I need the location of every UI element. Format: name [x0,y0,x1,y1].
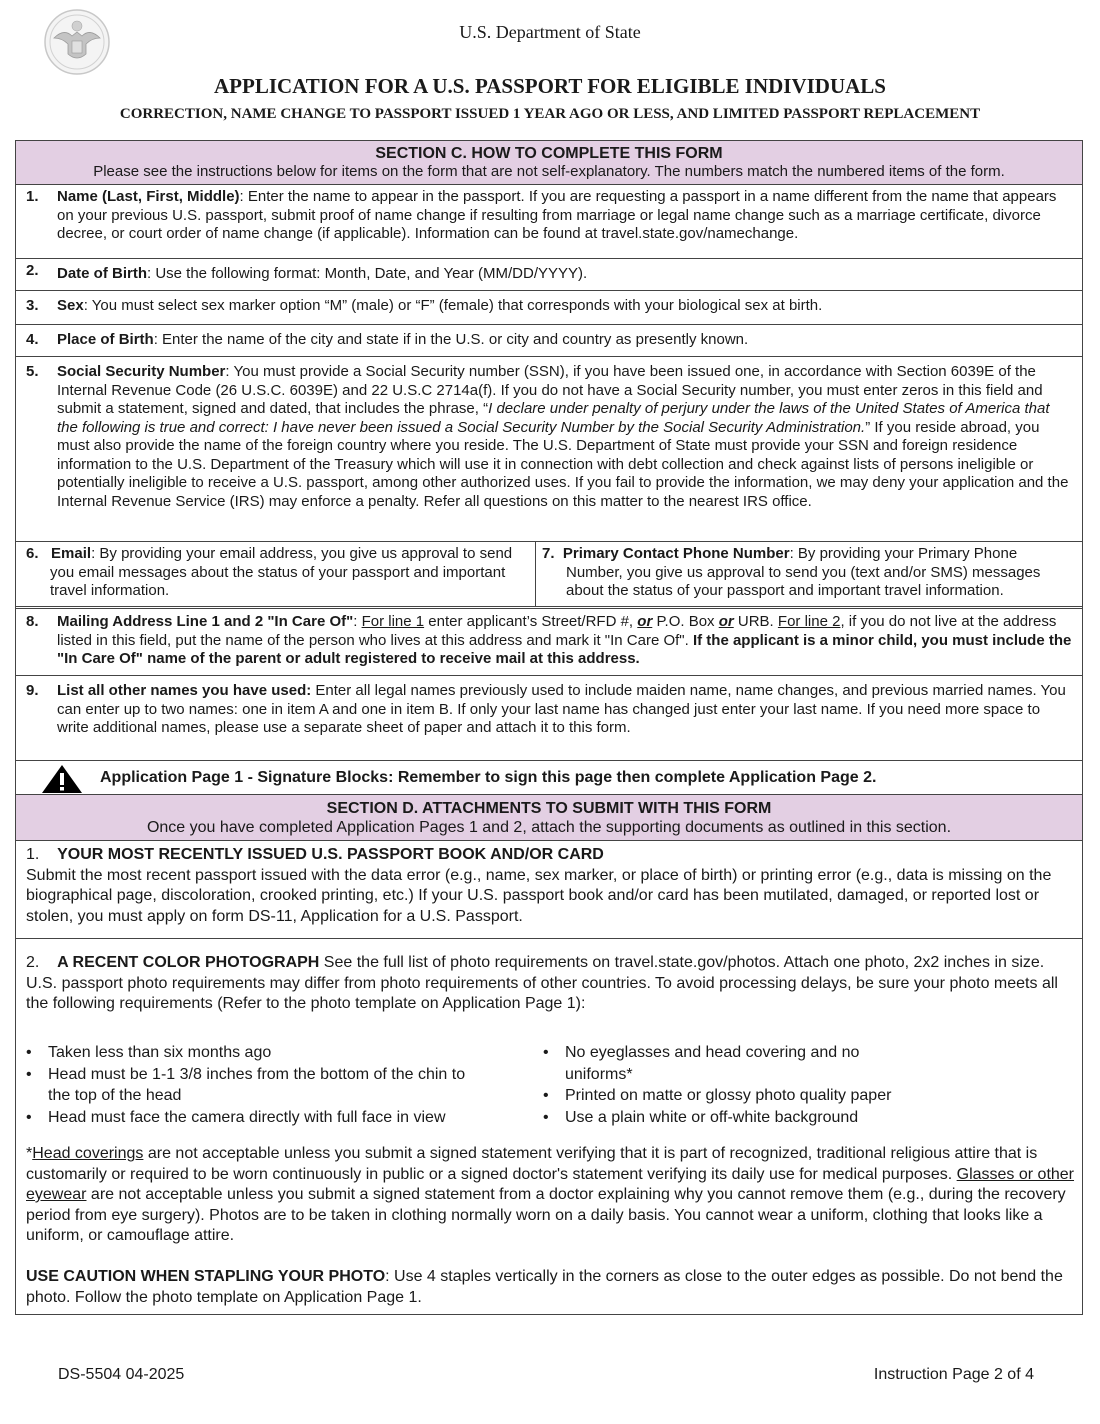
for-line-1-label: For line 1 [361,613,425,630]
item-number: 5. [26,363,39,380]
item-label: Place of Birth [57,331,154,348]
item-text: : You must select sex marker option “M” (male) or “F” (female) that corresponds with your biological sex at birth. [83,297,823,314]
signature-warning [16,761,1082,795]
or-emphasis: or [718,613,734,630]
or-emphasis: or [637,613,653,630]
item-number: 2. [26,262,39,279]
item-label: Social Security Number [57,363,226,380]
photo-requirements-right [533,1042,973,1128]
item-text: , if you do not live at the address listed in this field, put the name of the person who lives at this address and mark it "In Care Of". [57,613,1057,649]
footnote-marker: * [26,1145,33,1162]
list-item: • No eyeglasses and head covering and no uniforms* [533,1042,973,1085]
item-label: Date of Birth [57,265,147,282]
item-text: enter applicant’s Street/RFD #, [424,613,638,630]
items-email-phone [16,541,1082,607]
section-c-header [16,141,1082,185]
item-text: : Use the following format: Month, Date, and Year (MM/DD/YYYY). [147,265,588,282]
ssn-declaration-quote: I declare under penalty of perjury under the laws of the United States of America that the following is true and correct: I have never been issued a Social Security Number by the Social Security Administration. [57,400,1050,436]
page-number: Instruction Page 2 of 4 [873,1366,1034,1383]
attachment-number: 1. [26,846,40,863]
item-label: List all other names you have used: [57,682,312,699]
warning-triangle-icon [40,763,84,795]
item-label: Sex [57,297,84,314]
form-title: APPLICATION FOR A U.S. PASSPORT FOR ELIGIBLE INDIVIDUALS [214,74,886,98]
list-item: • Printed on matte or glossy photo quality paper [533,1085,973,1107]
form-subtitle: CORRECTION, NAME CHANGE TO PASSPORT ISSUED 1 YEAR AGO OR LESS, AND LIMITED PASSPORT REPLACEMENT [119,106,981,122]
warning-text: Application Page 1 - Signature Blocks: Remember to sign this page then complete Application Page 2. [100,769,877,786]
item-text: ” If you reside abroad, you must also provide the name of the foreign country where you reside. The U.S. Department of State must provide your SSN and foreign residence information to the U.S. Department of the Treasury which will use it in connection with debt collection and check against lists of persons ineligible or potentially ineligible to receive a U.S. passport, among other authorized uses. If you fail to provide the information, we may deny your application and the Internal Revenue Service (IRS) may enforce a penalty. Refer all questions on this matter to the nearest IRS office. [57,418,1069,510]
attachment-title: A RECENT COLOR PHOTOGRAPH [57,954,320,971]
item-number: 3. [26,297,39,314]
attachment-photograph [16,939,1082,1316]
item-number: 7. [542,545,555,562]
item-date-of-birth [16,259,1082,291]
attachment-text: See the full list of photo requirements on travel.state.gov/photos. Attach one photo, 2x2 inches in size. U.S. passport photo requirements may differ from photo requirements of other countries. To avoid processing delays, be sure your photo meets all the following requirements (Refer to the photo template on Application Page 1): [26,954,1058,1012]
item-label: Primary Contact Phone Number [562,545,790,562]
item-text: P.O. Box [652,613,719,630]
item-email [16,542,536,606]
footnote-text: are not acceptable unless you submit a signed statement from a doctor explaining why you cannot remove them (e.g., during the recovery period from eye surgery). Photos are to be taken in clothing normally worn on a daily basis. You cannot wear a uniform, clothing that looks like a uniform, or camouflage attire. [26,1186,1066,1244]
attachment-number: 2. [26,954,40,971]
item-text: : Enter the name to appear in the passport. If you are requesting a passport in a name different from the name that appears on your previous U.S. passport, submit proof of name change if resulting from marriage or legal name change such as a marriage certificate, divorce decree, or court order of name change (if applicable). Information can be found at travel.state.gov/namechange. [57,188,1057,242]
section-d-intro: Once you have completed Application Pages 1 and 2, attach the supporting documents as outlined in this section. [146,819,952,836]
item-text: : Enter the name of the city and state if in the U.S. or city and country as presently known. [153,331,749,348]
item-text: URB. [733,613,778,630]
item-mailing-address [16,608,1082,676]
stapling-caution [26,1267,1076,1308]
list-item: • Taken less than six months ago [16,1042,516,1064]
photo-requirements-left [16,1042,516,1128]
eyewear-label: Glasses or other eyewear [26,1165,1075,1203]
item-name [16,185,1082,259]
section-c-intro: Please see the instructions below for items on the form that are not self-explanatory. The numbers match the numbered items of the form. [93,163,1005,180]
minor-child-notice: If the applicant is a minor child, you must include the "In Care Of" name of the parent or adult registered to receive mail at this address. [57,631,1072,667]
section-d-header [16,795,1082,841]
item-text: Enter all legal names previously used to include maiden name, name changes, and previous married names. You can enter up to two names: one in item A and one in item B. If only your last name has changed just enter your last name. If you need more space to write additional names, please use a separate sheet of paper and attach it to this form. [57,682,1066,736]
item-label: Name (Last, First, Middle) [57,188,240,205]
item-other-names [16,676,1082,761]
section-c-heading: SECTION C. HOW TO COMPLETE THIS FORM [375,145,723,162]
form-id: DS-5504 04-2025 [58,1366,185,1383]
section-d-heading: SECTION D. ATTACHMENTS TO SUBMIT WITH THIS FORM [326,800,772,817]
photo-footnote [26,1144,1076,1247]
department-name: U.S. Department of State [459,22,641,42]
caution-title: USE CAUTION WHEN STAPLING YOUR PHOTO [26,1268,386,1285]
item-text: : You must provide a Social Security number (SSN), if you have been issued one, in accordance with Section 6039E of the Internal Revenue Code (26 U.S.C. 6039E) and 22 U.S.C 2714a(f). If you do not have a Social Security number, you must enter zeros in this field and submit a statement, signed and dated, that includes the phrase, “ [57,363,1043,417]
caution-text: : Use 4 staples vertically in the corners as close to the outer edges as possible. Do not bend the photo. Follow the photo template on Application Page 1. [26,1268,1063,1306]
footnote-text: are not acceptable unless you submit a signed statement verifying that it is part of recognized, traditional religious attire that is customarily or required to be worn continuously in public or a signed doctor's statement verifying its daily use for medical purposes. [26,1145,1038,1183]
list-item: • Head must face the camera directly with full face in view [16,1107,516,1129]
item-label: Mailing Address Line 1 and 2 "In Care Of" [57,613,354,630]
for-line-2-label: For line 2 [777,613,841,630]
item-number: 8. [26,613,39,630]
item-text: : [353,613,362,630]
item-number: 9. [26,682,39,699]
item-number: 1. [26,188,39,205]
item-sex [16,291,1082,325]
item-number: 4. [26,331,39,348]
item-number: 6. [26,545,39,562]
list-item: • Head must be 1-1 3/8 inches from the bottom of the chin to the top of the head [16,1064,516,1107]
item-primary-phone [536,542,1082,606]
item-text: : By providing your email address, you give us approval to send you email messages about the status of your passport and important travel information. [50,545,513,599]
instruction-form [15,140,1083,1315]
item-label: Email [51,545,92,562]
list-item: • Use a plain white or off-white background [533,1107,973,1129]
attachment-passport [16,841,1082,939]
item-text: : By providing your Primary Phone Number, you give us approval to send you (text and/or SMS) messages about the status of your passport and important travel information. [566,545,1041,599]
attachment-text: Submit the most recent passport issued with the data error (e.g., name, sex marker, or place of birth) or printing error (e.g., data is missing on the biographical page, discoloration, crooked printing, etc.) If your U.S. passport book and/or card has been mutilated, damaged, or reported lost or stolen, you must apply on form DS-11, Application for a U.S. Passport. [26,866,1052,925]
head-coverings-label: Head coverings [32,1145,144,1162]
item-place-of-birth [16,325,1082,357]
attachment-title: YOUR MOST RECENTLY ISSUED U.S. PASSPORT BOOK AND/OR CARD [57,846,604,863]
item-social-security-number [16,357,1082,541]
